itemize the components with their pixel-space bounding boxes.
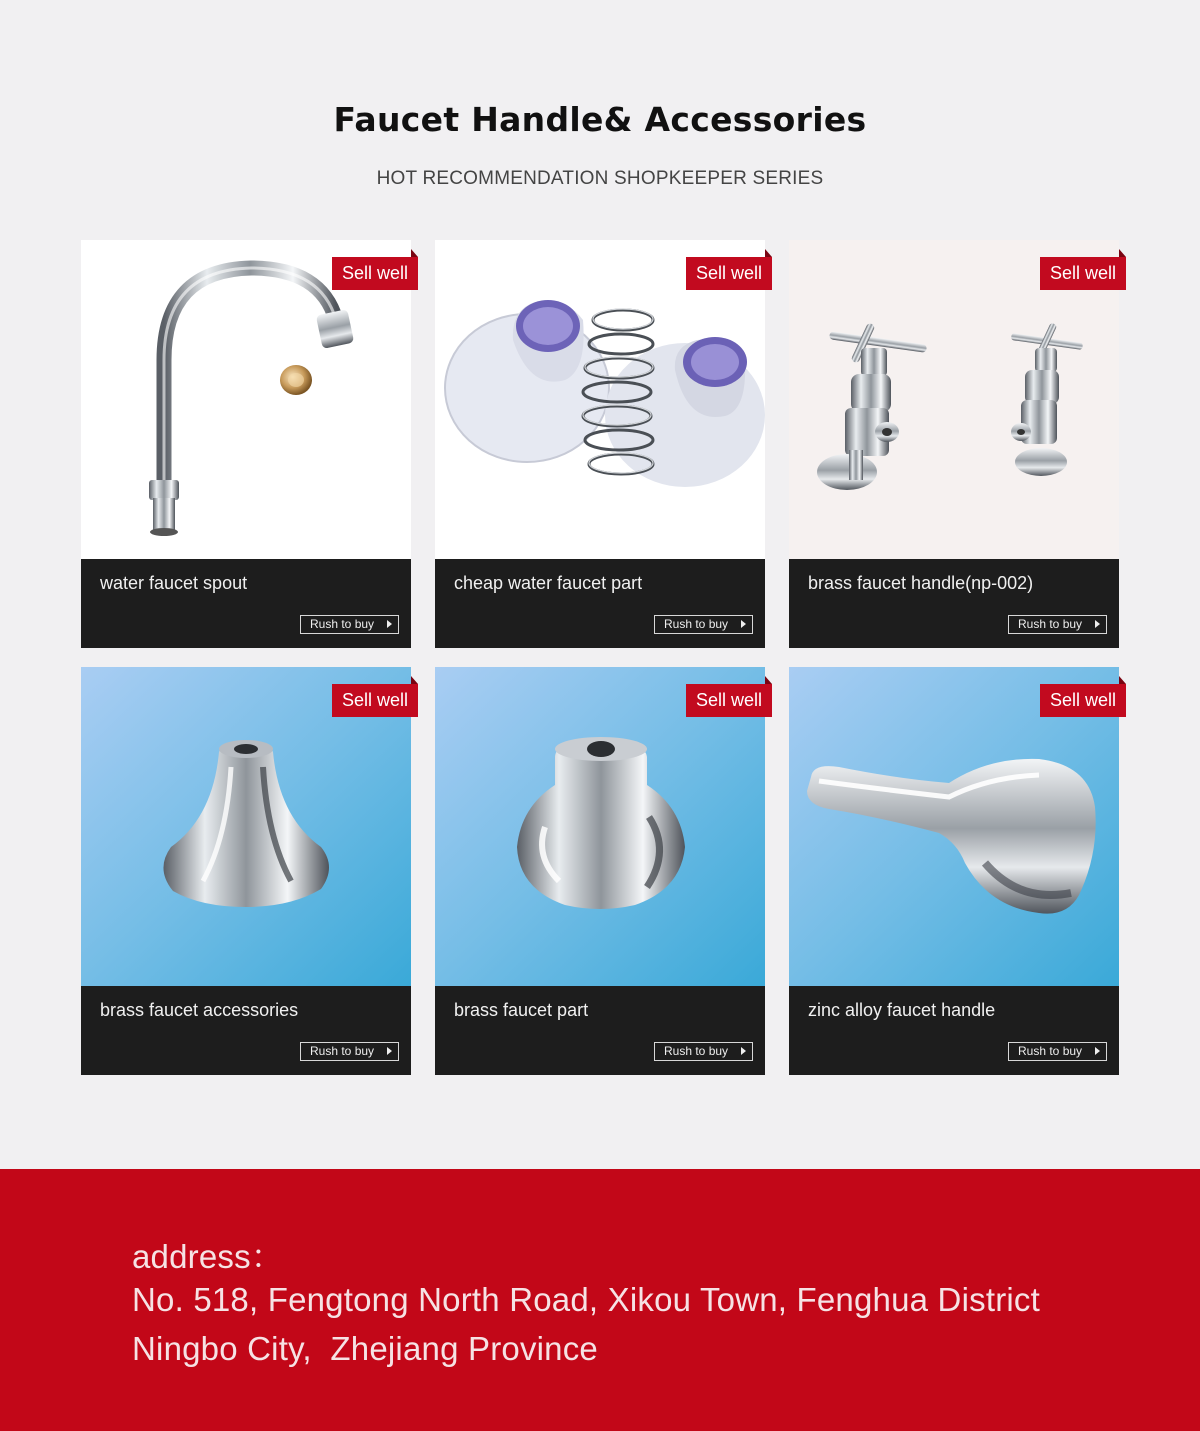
sell-well-badge: Sell well (1040, 249, 1126, 290)
product-name[interactable]: brass faucet handle(np-002) (808, 573, 1034, 593)
sell-well-badge: Sell well (332, 249, 418, 290)
product-name[interactable]: brass faucet accessories (100, 1000, 299, 1020)
rush-to-buy-button[interactable] (300, 1042, 399, 1061)
play-arrow-icon (741, 620, 746, 628)
product-card[interactable] (435, 667, 765, 1075)
rush-to-buy-label: Rush to buy (1018, 617, 1083, 631)
address-label: address： (132, 1238, 285, 1275)
product-info-panel (789, 986, 1119, 1075)
product-card[interactable] (789, 667, 1119, 1075)
product-info-panel (435, 559, 765, 648)
rush-to-buy-button[interactable] (300, 615, 399, 634)
play-arrow-icon (387, 1047, 392, 1055)
product-info-panel (81, 986, 411, 1075)
play-arrow-icon (741, 1047, 746, 1055)
rush-to-buy-label: Rush to buy (310, 1044, 375, 1058)
address-footer (0, 1169, 1200, 1431)
product-name[interactable]: brass faucet part (454, 1000, 589, 1020)
play-arrow-icon (1095, 620, 1100, 628)
product-card[interactable] (435, 240, 765, 648)
rush-to-buy-button[interactable] (1008, 615, 1107, 634)
rush-to-buy-button[interactable] (654, 1042, 753, 1061)
rush-to-buy-button[interactable] (654, 615, 753, 634)
product-card[interactable] (81, 667, 411, 1075)
product-info-panel (81, 559, 411, 648)
product-name[interactable]: zinc alloy faucet handle (808, 1000, 996, 1020)
product-info-panel (789, 559, 1119, 648)
rush-to-buy-label: Rush to buy (1018, 1044, 1083, 1058)
page-subtitle: HOT RECOMMENDATION SHOPKEEPER SERIES (376, 168, 824, 189)
product-info-panel (435, 986, 765, 1075)
product-card[interactable] (81, 240, 411, 648)
sell-well-badge: Sell well (332, 676, 418, 717)
address-line-2: Ningbo City, Zhejiang Province (132, 1330, 598, 1367)
rush-to-buy-button[interactable] (1008, 1042, 1107, 1061)
product-card[interactable] (789, 240, 1119, 648)
play-arrow-icon (1095, 1047, 1100, 1055)
product-name[interactable]: cheap water faucet part (454, 573, 643, 593)
sell-well-badge: Sell well (686, 676, 772, 717)
address-line-1: No. 518, Fengtong North Road, Xikou Town, Fenghua District (132, 1281, 1040, 1318)
rush-to-buy-label: Rush to buy (664, 617, 729, 631)
sell-well-badge: Sell well (1040, 676, 1126, 717)
sell-well-badge: Sell well (686, 249, 772, 290)
page-title: Faucet Handle& Accessories (333, 100, 867, 139)
product-name[interactable]: water faucet spout (100, 573, 248, 593)
rush-to-buy-label: Rush to buy (310, 617, 375, 631)
play-arrow-icon (387, 620, 392, 628)
rush-to-buy-label: Rush to buy (664, 1044, 729, 1058)
